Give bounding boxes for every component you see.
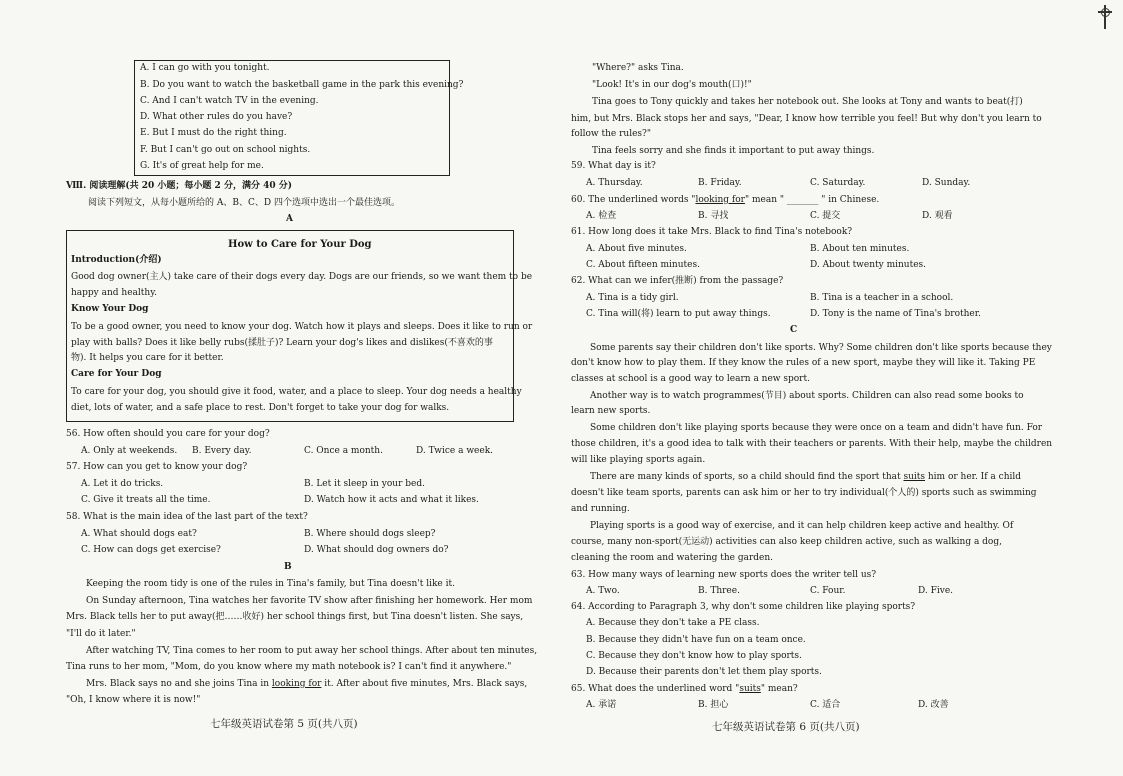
q65-a: A. 承诺: [586, 700, 617, 710]
passage-c-line-1: Some parents say their children don't like sports. Why? Some children don't like sports because they: [590, 343, 1052, 353]
passage-c-line-4: Another way is to watch programmes(节目) about sports. Children can also read some books to: [590, 391, 1024, 401]
passage-b-right-3: Tina goes to Tony quickly and takes her notebook out. She looks at Tony and wants to beat(打): [592, 97, 1023, 107]
passage-c-line-13: course, many non-sport(无运动) activities can also keep children active, such as walking a dog,: [571, 537, 1002, 547]
q61-d: D. About twenty minutes.: [810, 260, 927, 270]
q64-c: C. Because they don't know how to play sports.: [586, 651, 802, 661]
intro-line-2: happy and healthy.: [71, 288, 157, 298]
passage-c-line-11: and running.: [571, 504, 630, 514]
q59-d: D. Sunday.: [922, 178, 971, 188]
passage-b-right-2: "Look! It's in our dog's mouth(口)!": [592, 80, 752, 90]
passage-b-line-3: Mrs. Black tells her to put away(把……收好) her school things first, but Tina doesn't listen. She says,: [66, 612, 524, 622]
q59-c: C. Saturday.: [810, 178, 866, 188]
q56-c: C. Once a month.: [304, 446, 383, 456]
passage-c-line-2: don't know how to play them. If they know the rules of a new sport, maybe they will like it. Taking PE: [571, 358, 1036, 368]
page-footer-left: 七年级英语试卷第 5 页(共八页): [210, 718, 358, 730]
passage-c-line-14: cleaning the room and watering the garden.: [571, 553, 774, 563]
intro-heading: Introduction(介绍): [71, 255, 162, 265]
know-line-3: 物). It helps you care for it better.: [71, 353, 224, 363]
q60-stem-end: " mean " _______ " in Chinese.: [744, 195, 880, 205]
q56-d: D. Twice a week.: [416, 446, 494, 456]
passage-c-line-9: [590, 473, 1021, 482]
q57-a: A. Let it do tricks.: [81, 479, 164, 489]
q57-c: C. Give it treats all the time.: [81, 495, 211, 505]
passage-label-c: C: [790, 325, 798, 335]
q65-underlined-word: suits: [739, 684, 761, 694]
passage-c-line-10: doesn't like team sports, parents can ask him or her to try individual(个人的) sports such as swimming: [571, 488, 1037, 498]
q60-stem-start: 60. The underlined words ": [571, 195, 696, 205]
q65-stem-end: " mean?: [760, 684, 798, 694]
q64-a: A. Because they don't take a PE class.: [586, 618, 760, 628]
option-f: F. But I can't go out on school nights.: [140, 145, 311, 155]
q58-b: B. Where should dogs sleep?: [304, 529, 436, 539]
q59-b: B. Friday.: [698, 178, 742, 188]
passage-b-line-2: On Sunday afternoon, Tina watches her favorite TV show after finishing her homework. Her mom: [86, 596, 533, 606]
q58-c: C. How can dogs get exercise?: [81, 545, 221, 555]
q64-stem: 64. According to Paragraph 3, why don't some children like playing sports?: [571, 602, 916, 612]
passage-b-line-5: After watching TV, Tina comes to her room to put away her school things. After about ten minutes,: [86, 646, 538, 656]
q56-stem: 56. How often should you care for your dog?: [66, 429, 270, 439]
passage-c-line-12: Playing sports is a good way of exercise, and it can help children keep active and healthy. Of: [590, 521, 1014, 531]
q65-c: C. 适合: [810, 700, 841, 710]
crosshair-icon: [1098, 5, 1112, 19]
section-title: Ⅷ. 阅读理解(共 20 小题；每小题 2 分，满分 40 分): [66, 181, 292, 191]
care-line-2: diet, lots of water, and a safe place to rest. Don't forget to take your dog for walks.: [71, 403, 450, 413]
option-d: D. What other rules do you have?: [140, 112, 293, 122]
passage-label-b: B: [284, 562, 292, 572]
q60-underlined-phrase: looking for: [695, 195, 745, 205]
q61-c: C. About fifteen minutes.: [586, 260, 700, 270]
q59-a: A. Thursday.: [586, 178, 643, 188]
care-heading: Care for Your Dog: [71, 369, 162, 379]
q57-stem: 57. How can you get to know your dog?: [66, 462, 248, 472]
q57-b: B. Let it sleep in your bed.: [304, 479, 425, 489]
q61-a: A. About five minutes.: [586, 244, 687, 254]
option-g: G. It's of great help for me.: [140, 161, 264, 171]
passage-c-line-9-end: him or her. If a child: [925, 472, 1022, 482]
q58-stem: 58. What is the main idea of the last part of the text?: [66, 512, 308, 522]
intro-line-1: Good dog owner(主人) take care of their dogs every day. Dogs are our friends, so we want them to be: [71, 272, 533, 282]
q63-a: A. Two.: [586, 586, 620, 596]
passage-c-line-5: learn new sports.: [571, 406, 651, 416]
page-footer-right: 七年级英语试卷第 6 页(共八页): [712, 721, 860, 733]
option-b: B. Do you want to watch the basketball game in the park this evening?: [140, 80, 464, 90]
passage-c-line-9-start: There are many kinds of sports, so a child should find the sport that: [590, 472, 904, 482]
q63-b: B. Three.: [698, 586, 740, 596]
passage-b-line-7-start: Mrs. Black says no and she joins Tina in: [86, 679, 272, 689]
passage-b-right-6: Tina feels sorry and she finds it important to put away things.: [592, 146, 875, 156]
care-line-1: To care for your dog, you should give it food, water, and a place to sleep. Your dog needs a healthy: [71, 387, 522, 397]
tick-mark-icon: [1104, 19, 1106, 29]
passage-c-line-3: classes at school is a good way to learn a new sport.: [571, 374, 810, 384]
know-line-2: play with balls? Does it like belly rubs(揉肚子)? Learn your dog's likes and dislikes(不喜欢的事: [71, 338, 493, 348]
passage-b-right-4: him, but Mrs. Black stops her and says, "Dear, I know how terrible you feel! But why don't you learn to: [571, 114, 1042, 124]
passage-b-line-6: Tina runs to her mom, "Mom, do you know where my math notebook is? I can't find it anywhere.": [66, 662, 512, 672]
q63-d: D. Five.: [918, 586, 954, 596]
q61-stem: 61. How long does it take Mrs. Black to find Tina's notebook?: [571, 227, 853, 237]
q60-a: A. 检查: [586, 211, 617, 221]
q65-stem-start: 65. What does the underlined word ": [571, 684, 740, 694]
q57-d: D. Watch how it acts and what it likes.: [304, 495, 479, 505]
option-c: C. And I can't watch TV in the evening.: [140, 96, 319, 106]
q60-stem: [571, 196, 879, 205]
q65-d: D. 改善: [918, 700, 949, 710]
section-instruction: 阅读下列短文，从每小题所给的 A、B、C、D 四个选项中选出一个最佳选项。: [88, 198, 400, 208]
q64-d: D. Because their parents don't let them play sports.: [586, 667, 822, 677]
q61-b: B. About ten minutes.: [810, 244, 910, 254]
q65-b: B. 担心: [698, 700, 729, 710]
q60-d: D. 观看: [922, 211, 953, 221]
know-heading: Know Your Dog: [71, 304, 149, 314]
know-line-1: To be a good owner, you need to know your dog. Watch how it plays and sleeps. Does it like to run or: [71, 322, 533, 332]
underlined-suits: suits: [903, 472, 926, 482]
passage-c-line-6: Some children don't like playing sports because they were once on a team and didn't have fun. For: [590, 423, 1043, 433]
passage-b-line-7-end: it. After about five minutes, Mrs. Black says,: [321, 679, 528, 689]
q58-a: A. What should dogs eat?: [81, 529, 197, 539]
q60-b: B. 寻找: [698, 211, 729, 221]
passage-b-right-1: "Where?" asks Tina.: [592, 63, 684, 73]
option-e: E. But I must do the right thing.: [140, 128, 287, 138]
passage-b-line-8: "Oh, I know where it is now!": [66, 695, 201, 705]
q60-c: C. 提交: [810, 211, 841, 221]
passage-c-line-7: those children, it's a good idea to talk with their teachers or parents. With their help, maybe the children: [571, 439, 1053, 449]
passage-a-title: How to Care for Your Dog: [228, 239, 372, 250]
passage-b-line-4: "I'll do it later.": [66, 629, 136, 639]
q62-c: C. Tina will(将) learn to put away things.: [586, 309, 771, 319]
q63-c: C. Four.: [810, 586, 846, 596]
option-a: A. I can go with you tonight.: [140, 63, 270, 73]
q59-stem: 59. What day is it?: [571, 161, 656, 171]
passage-b-line-1: Keeping the room tidy is one of the rules in Tina's family, but Tina doesn't like it.: [86, 579, 455, 589]
q62-d: D. Tony is the name of Tina's brother.: [810, 309, 981, 319]
q65-stem: [571, 685, 798, 694]
q62-stem: 62. What can we infer(推断) from the passage?: [571, 276, 784, 286]
q56-a: A. Only at weekends.: [81, 446, 178, 456]
q63-stem: 63. How many ways of learning new sports does the writer tell us?: [571, 570, 877, 580]
underlined-looking-for: looking for: [271, 679, 322, 689]
passage-label-a: A: [286, 214, 293, 224]
q56-b: B. Every day.: [192, 446, 252, 456]
q62-a: A. Tina is a tidy girl.: [586, 293, 679, 303]
passage-b-right-5: follow the rules?": [571, 129, 651, 139]
q64-b: B. Because they didn't have fun on a team once.: [586, 635, 806, 645]
q58-d: D. What should dog owners do?: [304, 545, 449, 555]
passage-c-line-8: will like playing sports again.: [571, 455, 706, 465]
q62-b: B. Tina is a teacher in a school.: [810, 293, 954, 303]
passage-b-line-7: [86, 680, 527, 689]
